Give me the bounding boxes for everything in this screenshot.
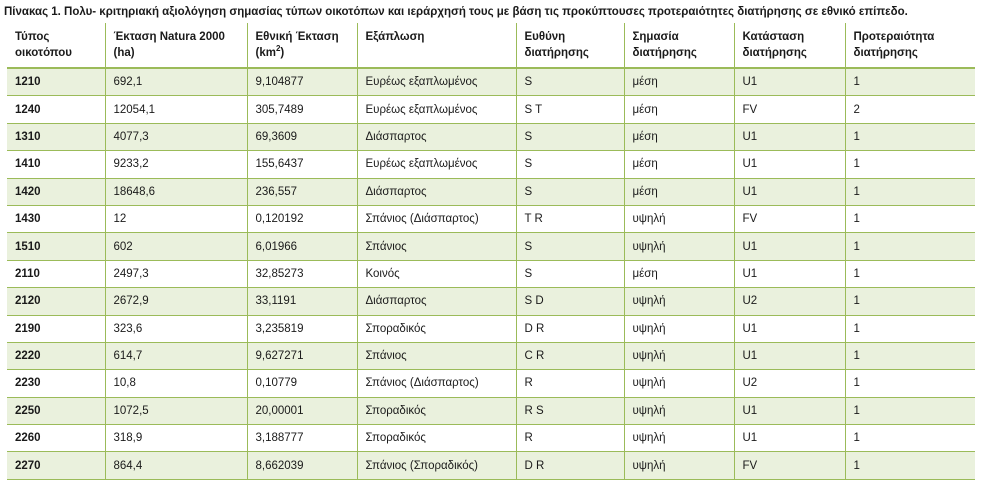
cell-habitat-code: 1240 [7,96,105,123]
cell-importance: μέση [624,123,734,150]
cell-national-area: 32,85273 [247,260,357,287]
cell-distribution: Κοινός [357,260,516,287]
cell-priority: 1 [845,233,975,260]
cell-habitat-code: 1430 [7,205,105,232]
cell-importance: μέση [624,151,734,178]
cell-priority: 1 [845,178,975,205]
cell-priority: 1 [845,205,975,232]
cell-national-area: 9,104877 [247,68,357,96]
cell-national-area: 155,6437 [247,151,357,178]
cell-importance: μέση [624,260,734,287]
cell-natura-area: 18648,6 [105,178,247,205]
cell-responsibility: S [516,123,624,150]
cell-national-area: 0,10779 [247,370,357,397]
cell-priority: 1 [845,397,975,424]
cell-habitat-code: 1420 [7,178,105,205]
cell-priority: 1 [845,315,975,342]
cell-status: U2 [734,370,845,397]
table-row [7,96,975,123]
cell-importance: μέση [624,178,734,205]
cell-natura-area: 692,1 [105,68,247,96]
cell-natura-area: 602 [105,233,247,260]
cell-distribution: Ευρέως εξαπλωμένος [357,68,516,96]
header-conservation-responsibility: Ευθύνη διατήρησης [516,23,624,68]
cell-habitat-code: 1210 [7,68,105,96]
cell-distribution: Σπάνιος (Διάσπαρτος) [357,205,516,232]
cell-responsibility: S [516,151,624,178]
cell-status: FV [734,96,845,123]
cell-distribution: Διάσπαρτος [357,178,516,205]
cell-national-area: 20,00001 [247,397,357,424]
cell-responsibility: T R [516,205,624,232]
cell-distribution: Ευρέως εξαπλωμένος [357,151,516,178]
cell-national-area: 8,662039 [247,452,357,479]
cell-priority: 1 [845,342,975,369]
cell-status: U1 [734,315,845,342]
cell-national-area: 236,557 [247,178,357,205]
cell-priority: 1 [845,452,975,479]
cell-distribution: Σπάνιος [357,342,516,369]
cell-habitat-code: 2110 [7,260,105,287]
cell-habitat-code: 2270 [7,452,105,479]
cell-responsibility: S [516,233,624,260]
cell-national-area: 9,627271 [247,342,357,369]
cell-natura-area: 2672,9 [105,288,247,315]
cell-status: U2 [734,288,845,315]
cell-responsibility: S D [516,288,624,315]
cell-status: U1 [734,178,845,205]
cell-national-area: 69,3609 [247,123,357,150]
cell-importance: υψηλή [624,452,734,479]
cell-priority: 1 [845,425,975,452]
cell-importance: υψηλή [624,397,734,424]
cell-status: U1 [734,68,845,96]
cell-habitat-code: 1510 [7,233,105,260]
cell-status: U1 [734,425,845,452]
cell-distribution: Σπάνιος (Σποραδικός) [357,452,516,479]
cell-priority: 1 [845,123,975,150]
table-row [7,452,975,479]
cell-national-area: 0,120192 [247,205,357,232]
table-row [7,288,975,315]
cell-importance: υψηλή [624,425,734,452]
cell-distribution: Διάσπαρτος [357,123,516,150]
header-conservation-priority: Προτεραιότητα διατήρησης [845,23,975,68]
table-row [7,68,975,96]
cell-national-area: 3,235819 [247,315,357,342]
header-distribution: Εξάπλωση [357,23,516,68]
cell-responsibility: S [516,68,624,96]
cell-natura-area: 10,8 [105,370,247,397]
habitat-priority-table [7,23,975,480]
header-national-area: Εθνική Έκταση $(km^2)$ [247,23,357,68]
cell-status: U1 [734,233,845,260]
table-row [7,342,975,369]
cell-priority: 1 [845,370,975,397]
cell-responsibility: S T [516,96,624,123]
cell-national-area: 3,188777 [247,425,357,452]
cell-habitat-code: 2250 [7,397,105,424]
cell-distribution: Σπάνιος [357,233,516,260]
cell-importance: υψηλή [624,233,734,260]
table-caption: Πίνακας 1. Πολυ- κριτηριακή αξιολόγηση σημασίας τύπων οικοτόπων και ιεράρχησή τους με βάση τις προκύπτουσες προτεραιότητες διατήρησης σε εθνικό επίπεδο. [4,6,908,18]
cell-habitat-code: 2120 [7,288,105,315]
cell-natura-area: 318,9 [105,425,247,452]
header-habitat-type: Τύπος οικοτόπου [7,23,105,68]
cell-national-area: 6,01966 [247,233,357,260]
cell-responsibility: S [516,178,624,205]
cell-habitat-code: 1410 [7,151,105,178]
cell-importance: υψηλή [624,315,734,342]
header-row [7,23,975,68]
table-row [7,205,975,232]
cell-natura-area: 614,7 [105,342,247,369]
cell-responsibility: S [516,260,624,287]
cell-habitat-code: 2220 [7,342,105,369]
cell-distribution: Σποραδικός [357,315,516,342]
cell-distribution: Σποραδικός [357,397,516,424]
cell-natura-area: 323,6 [105,315,247,342]
cell-habitat-code: 1310 [7,123,105,150]
cell-status: U1 [734,397,845,424]
table-row [7,151,975,178]
cell-natura-area: 4077,3 [105,123,247,150]
cell-habitat-code: 2230 [7,370,105,397]
cell-importance: υψηλή [624,370,734,397]
cell-habitat-code: 2260 [7,425,105,452]
cell-habitat-code: 2190 [7,315,105,342]
cell-status: U1 [734,342,845,369]
cell-distribution: Ευρέως εξαπλωμένος [357,96,516,123]
table-row [7,370,975,397]
cell-natura-area: 12054,1 [105,96,247,123]
cell-importance: υψηλή [624,205,734,232]
cell-responsibility: R S [516,397,624,424]
cell-responsibility: D R [516,315,624,342]
cell-priority: 1 [845,260,975,287]
cell-status: U1 [734,123,845,150]
cell-natura-area: 1072,5 [105,397,247,424]
cell-priority: 2 [845,96,975,123]
table-row [7,233,975,260]
cell-distribution: Σποραδικός [357,425,516,452]
cell-distribution: Σπάνιος (Διάσπαρτος) [357,370,516,397]
cell-distribution: Διάσπαρτος [357,288,516,315]
cell-priority: 1 [845,288,975,315]
cell-natura-area: 12 [105,205,247,232]
cell-importance: μέση [624,96,734,123]
cell-importance: μέση [624,68,734,96]
cell-natura-area: 864,4 [105,452,247,479]
cell-responsibility: D R [516,452,624,479]
table-row [7,260,975,287]
header-natura-area: Έκταση Natura 2000 (ha) [105,23,247,68]
cell-status: FV [734,205,845,232]
cell-status: U1 [734,151,845,178]
cell-responsibility: R [516,370,624,397]
cell-natura-area: 9233,2 [105,151,247,178]
table-row [7,315,975,342]
cell-importance: υψηλή [624,288,734,315]
table-row [7,425,975,452]
header-conservation-status: Κατάσταση διατήρησης [734,23,845,68]
cell-national-area: 33,1191 [247,288,357,315]
cell-priority: 1 [845,151,975,178]
table-row [7,123,975,150]
header-conservation-importance: Σημασία διατήρησης [624,23,734,68]
cell-natura-area: 2497,3 [105,260,247,287]
cell-status: FV [734,452,845,479]
cell-responsibility: R [516,425,624,452]
cell-importance: υψηλή [624,342,734,369]
table-row [7,397,975,424]
cell-responsibility: C R [516,342,624,369]
cell-national-area: 305,7489 [247,96,357,123]
table-row [7,178,975,205]
cell-status: U1 [734,260,845,287]
cell-priority: 1 [845,68,975,96]
